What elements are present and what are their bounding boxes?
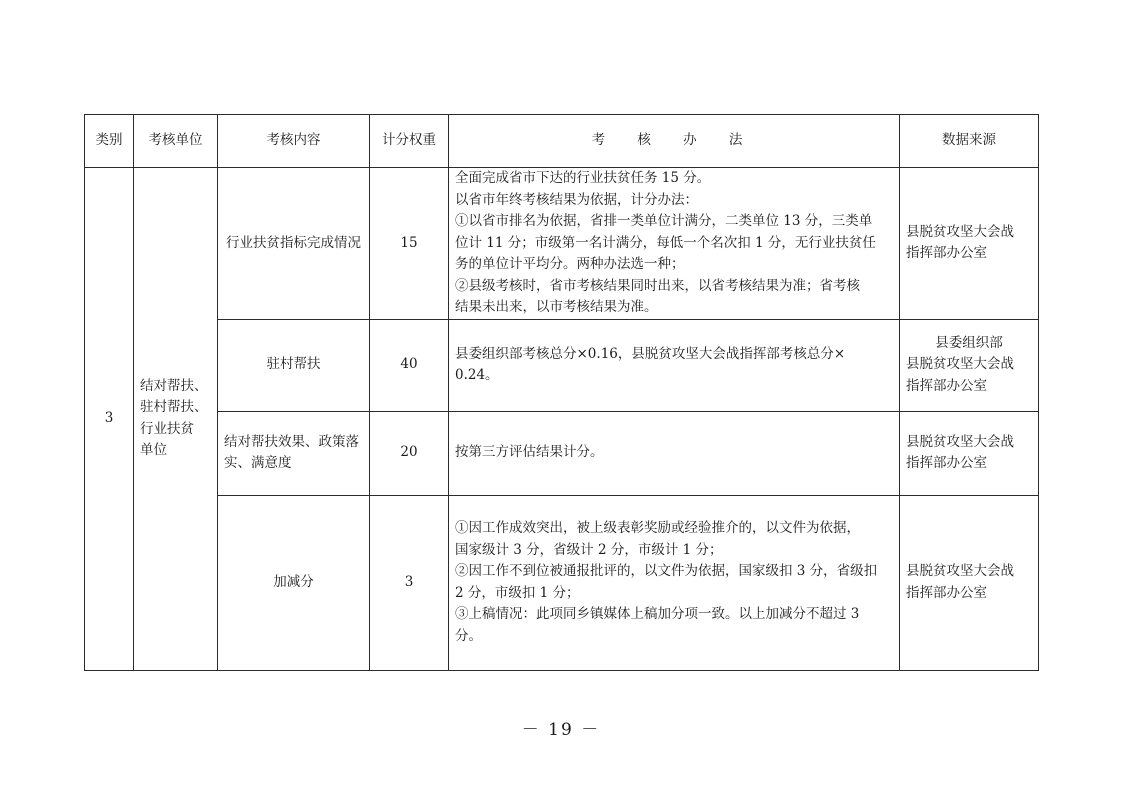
method-line: 位计 11 分；市级第一名计满分，每低一个名次扣 1 分，无行业扶贫任 [455, 234, 876, 251]
weight-cell: 40 [370, 319, 449, 411]
method-cell [449, 168, 900, 320]
content-line: 行业扶贫指标完成情况 [226, 234, 361, 251]
header-weight: 计分权重 [370, 115, 449, 168]
method-line: 分。 [455, 627, 482, 644]
method-line: 务的单位计平均分。两种办法选一种； [455, 256, 685, 272]
weight-cell: 20 [370, 411, 449, 495]
table-row [85, 411, 1039, 495]
content-line: 实、满意度 [224, 455, 292, 471]
content-line: 驻村帮扶 [266, 356, 321, 373]
header-unit: 考核单位 [134, 115, 218, 168]
table-row [85, 319, 1039, 411]
method-line: 县委组织部考核总分×0.16，县脱贫攻坚大会战指挥部考核总分× [455, 345, 846, 362]
header-category: 类别 [85, 115, 134, 168]
method-line: 全面完成省市下达的行业扶贫任务 15 分。 [455, 170, 711, 186]
content-cell [218, 411, 370, 495]
method-line: ②因工作不到位被通报批评的，以文件为依据，国家级扣 3 分，省级扣 [455, 563, 878, 579]
header-source: 数据来源 [900, 115, 1039, 168]
header-content: 考核内容 [218, 115, 370, 168]
category-cell: 3 [85, 168, 134, 671]
unit-line: 行业扶贫 [140, 420, 194, 437]
content-cell [218, 495, 370, 670]
header-method: 考 核 办 法 [449, 115, 900, 168]
source-cell [900, 495, 1039, 670]
source-line: 指挥部办公室 [906, 455, 987, 471]
method-line: 以省市年终考核结果为依据，计分办法： [455, 191, 698, 208]
method-cell [449, 495, 900, 670]
source-line: 县委组织部 [935, 334, 1003, 351]
method-line: ②县级考核时，省市考核结果同时出来，以省考核结果为准；省考核 [455, 277, 860, 294]
weight-cell: 15 [370, 168, 449, 320]
method-cell [449, 319, 900, 411]
method-line: 国家级计 3 分，省级计 2 分，市级计 1 分； [455, 541, 723, 558]
method-line: ①以省市排名为依据，省排一类单位计满分，二类单位 13 分，三类单 [455, 213, 873, 229]
source-cell [900, 411, 1039, 495]
table-row [85, 168, 1039, 320]
assessment-table [84, 114, 1039, 671]
weight-cell: 3 [370, 495, 449, 670]
source-cell [900, 319, 1039, 411]
source-cell [900, 168, 1039, 320]
unit-line: 单位 [140, 442, 167, 459]
source-line: 指挥部办公室 [906, 377, 987, 394]
source-line: 县脱贫攻坚大会战 [906, 433, 1014, 450]
method-line: 按第三方评估结果计分。 [455, 444, 604, 461]
source-line: 指挥部办公室 [906, 245, 987, 262]
content-cell [218, 319, 370, 411]
unit-line: 结对帮扶、 [140, 377, 208, 394]
method-cell [449, 411, 900, 495]
source-line: 县脱贫攻坚大会战 [906, 563, 1014, 579]
unit-line: 驻村帮扶、 [140, 399, 208, 416]
method-line: 结果未出来，以市考核结果为准。 [455, 299, 658, 315]
method-line: 2 分，市级扣 1 分； [455, 584, 580, 601]
table-row [85, 495, 1039, 670]
content-line: 结对帮扶效果、政策落 [224, 433, 359, 450]
method-line: 0.24。 [455, 367, 499, 383]
content-cell [218, 168, 370, 320]
method-line: ①因工作成效突出，被上级表彰奖励或经验推介的，以文件为依据， [455, 520, 860, 536]
source-line: 县脱贫攻坚大会战 [906, 223, 1014, 240]
source-line: 县脱贫攻坚大会战 [906, 356, 1014, 373]
unit-cell [134, 168, 218, 671]
method-line: ③上稿情况：此项同乡镇媒体上稿加分项一致。以上加减分不超过 3 [455, 606, 860, 622]
page-number: － 19 － [521, 720, 601, 740]
table-header-row [85, 115, 1039, 168]
source-line: 指挥部办公室 [906, 584, 987, 601]
content-line: 加减分 [273, 573, 314, 590]
